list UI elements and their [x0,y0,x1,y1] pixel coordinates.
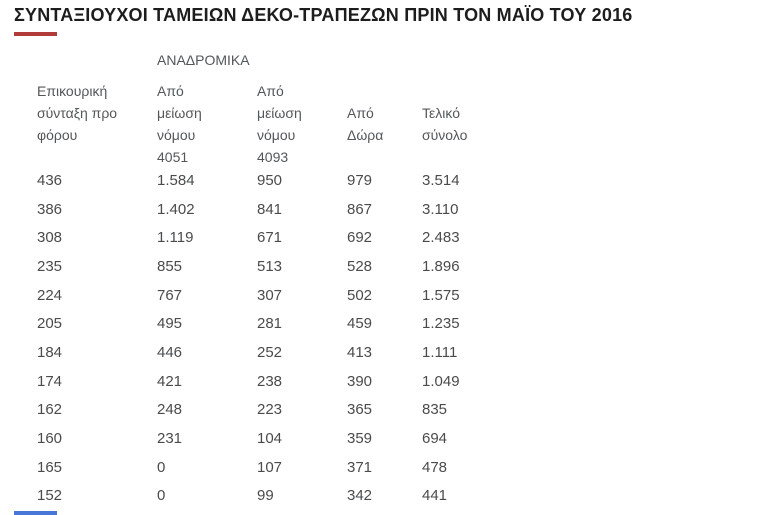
table-cell: 104 [257,430,283,448]
table-cell: 979 [347,171,373,189]
table-cell: 1.049 [422,372,460,390]
table-cell: 3.110 [422,200,459,218]
table-cell: 99 [257,487,274,505]
table-cell: 359 [347,430,373,448]
table-row [37,367,507,396]
table-row [37,396,507,425]
table-cell: 694 [422,430,448,448]
table-cell: 1.402 [157,200,195,218]
table-cell: 235 [37,257,63,275]
table-cell: 513 [257,257,283,275]
table-cell: 390 [347,372,373,390]
table-cell: 307 [257,286,283,304]
table-cell: 174 [37,372,63,390]
table-cell: 223 [257,401,283,419]
table-row [37,195,507,224]
table-group-header: ΑΝΑΔΡΟΜΙΚΑ [157,52,250,68]
table-row [37,166,507,195]
table-cell: 421 [157,372,183,390]
table-row [37,482,507,511]
table-cell: 160 [37,430,63,448]
table-cell: 495 [157,315,183,333]
table-cell: 2.483 [422,229,460,247]
table-cell: 950 [257,171,283,189]
table-cell: 528 [347,257,373,275]
column-header-law-4093-reduction: Από μείωση νόμου 4093 [257,83,302,165]
table-cell: 1.584 [157,171,195,189]
table-cell: 281 [257,315,283,333]
table-row [37,424,507,453]
table-cell: 0 [157,458,166,476]
table-row [37,453,507,482]
table-cell: 238 [257,372,283,390]
table-cell: 0 [157,487,166,505]
table-cell: 248 [157,401,183,419]
page-title: ΣΥΝΤΑΞΙΟΥΧΟΙ ΤΑΜΕΙΩΝ ΔΕΚΟ-ΤΡΑΠΕΖΩΝ ΠΡΙΝ ΤΟΝ ΜΑΪΟ ΤΟΥ 2016 [14,5,633,25]
table-cell: 308 [37,229,63,247]
table-cell: 459 [347,315,373,333]
table-cell: 205 [37,315,63,333]
table-cell: 502 [347,286,373,304]
table-cell: 1.235 [422,315,460,333]
column-header-final-total: Τελικό σύνολο [422,105,468,143]
column-header-supplementary-pension: Επικουρική σύνταξη προ φόρου [37,83,118,143]
table-cell: 224 [37,286,63,304]
column-header-law-4051-reduction: Από μείωση νόμου 4051 [157,83,202,165]
table-cell: 692 [347,229,373,247]
table-header-row [37,80,507,168]
table-cell: 841 [257,200,283,218]
table-cell: 867 [347,200,373,218]
table-cell: 1.896 [422,257,460,275]
table-cell: 441 [422,487,448,505]
table-cell: 1.575 [422,286,460,304]
table-body [37,166,507,510]
table-cell: 1.119 [157,229,194,247]
table-row [37,338,507,367]
table-cell: 386 [37,200,63,218]
table-cell: 671 [257,229,283,247]
table-cell: 436 [37,171,63,189]
table-cell: 446 [157,343,183,361]
table-row [37,281,507,310]
table-cell: 231 [157,430,183,448]
table-cell: 152 [37,487,63,505]
table-row [37,252,507,281]
title-accent-rule [14,32,57,36]
table-cell: 371 [347,458,373,476]
table-cell: 107 [257,458,283,476]
table-cell: 162 [37,401,63,419]
table-cell: 342 [347,487,373,505]
column-header-bonuses: Από Δώρα [347,105,384,143]
bottom-accent-bar [14,511,57,515]
table-cell: 835 [422,401,448,419]
table-row [37,223,507,252]
table-cell: 413 [347,343,373,361]
table-cell: 365 [347,401,373,419]
table-cell: 3.514 [422,171,460,189]
table-cell: 252 [257,343,283,361]
table-cell: 478 [422,458,448,476]
table-cell: 1.111 [422,343,458,361]
table-cell: 184 [37,343,63,361]
table-cell: 165 [37,458,63,476]
table-row [37,309,507,338]
table-cell: 767 [157,286,183,304]
table-cell: 855 [157,257,183,275]
